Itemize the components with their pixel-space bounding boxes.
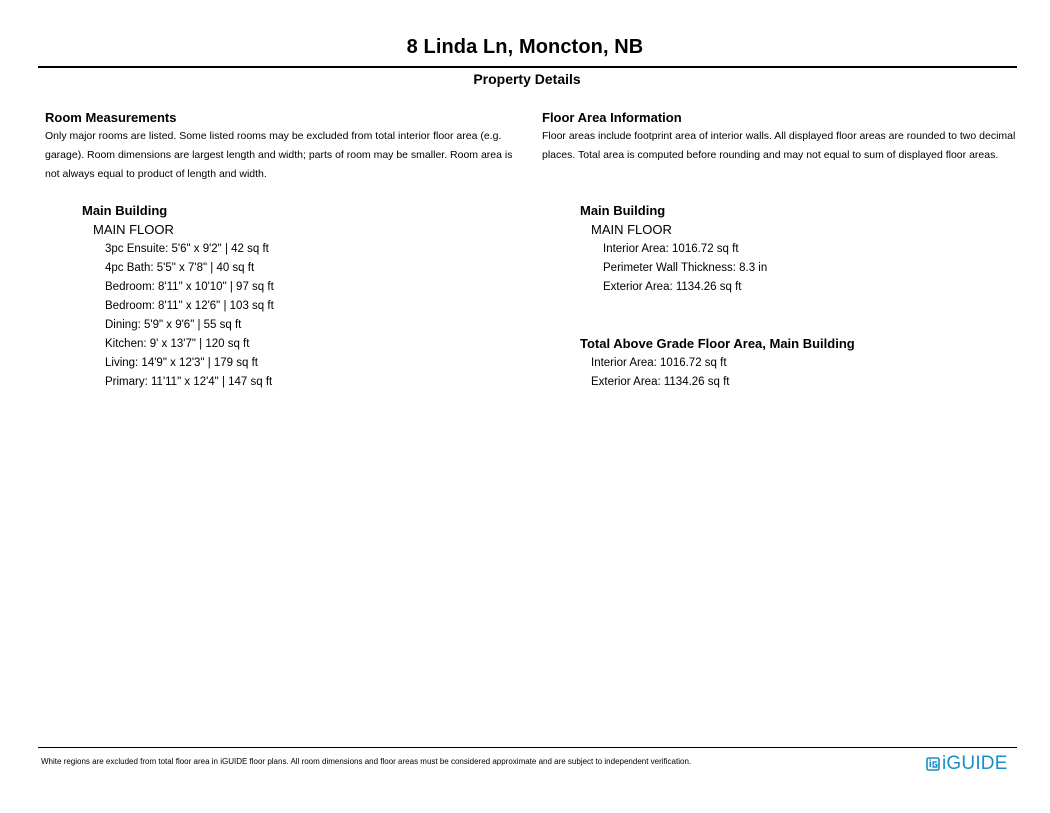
floor-area-item: Exterior Area: 1134.26 sq ft	[603, 281, 742, 293]
room-item: Living: 14'9" x 12'3" | 179 sq ft	[105, 357, 258, 369]
floor-area-floor-heading: MAIN FLOOR	[591, 222, 672, 237]
room-item: Bedroom: 8'11" x 12'6" | 103 sq ft	[105, 300, 274, 312]
floor-area-item: Interior Area: 1016.72 sq ft	[603, 243, 739, 255]
iguide-logo-text: iGUIDE	[942, 753, 1008, 774]
page-subtitle: Property Details	[473, 71, 581, 87]
total-area-item: Interior Area: 1016.72 sq ft	[591, 357, 727, 369]
room-measurements-section	[45, 109, 525, 184]
floor-area-building-heading: Main Building	[580, 203, 666, 218]
room-item: Kitchen: 9' x 13'7" | 120 sq ft	[105, 338, 250, 350]
floor-area-description: Floor areas include footprint area of interior walls. All displayed floor areas are rounded to two decimal places. Total area is computed before rounding and may not equal to sum of displayed floor areas.	[542, 130, 1016, 161]
header-divider	[38, 66, 1017, 68]
room-floor-heading: MAIN FLOOR	[93, 222, 174, 237]
floor-area-section	[542, 109, 1027, 165]
room-list	[105, 240, 274, 392]
iguide-logo-icon	[926, 757, 940, 771]
room-item: Primary: 11'11" x 12'4" | 147 sq ft	[105, 376, 273, 388]
floor-area-heading: Floor Area Information	[542, 110, 682, 125]
footer-divider	[38, 747, 1017, 748]
floor-area-item: Perimeter Wall Thickness: 8.3 in	[603, 262, 768, 274]
room-measurements-description: Only major rooms are listed. Some listed rooms may be excluded from total interior floor area (e.g. garage). Room dimensions are largest length and width; parts of room may be smaller. Room area is not always equal to product of length and width.	[45, 130, 513, 180]
room-building-heading: Main Building	[82, 203, 168, 218]
total-area-heading: Total Above Grade Floor Area, Main Building	[580, 336, 855, 351]
page-title: 8 Linda Ln, Moncton, NB	[406, 36, 644, 58]
footer-disclaimer: White regions are excluded from total floor area in iGUIDE floor plans. All room dimensions and floor areas must be considered approximate and are subject to independent verification.	[41, 757, 692, 766]
room-measurements-heading: Room Measurements	[45, 110, 177, 125]
room-item: 3pc Ensuite: 5'6" x 9'2" | 42 sq ft	[105, 243, 269, 255]
room-item: Dining: 5'9" x 9'6" | 55 sq ft	[105, 319, 242, 331]
total-area-item: Exterior Area: 1134.26 sq ft	[591, 376, 730, 388]
room-item: Bedroom: 8'11" x 10'10" | 97 sq ft	[105, 281, 274, 293]
iguide-logo	[926, 753, 1008, 775]
total-area-list	[591, 354, 730, 392]
floor-area-list	[603, 240, 767, 297]
room-item: 4pc Bath: 5'5" x 7'8" | 40 sq ft	[105, 262, 255, 274]
